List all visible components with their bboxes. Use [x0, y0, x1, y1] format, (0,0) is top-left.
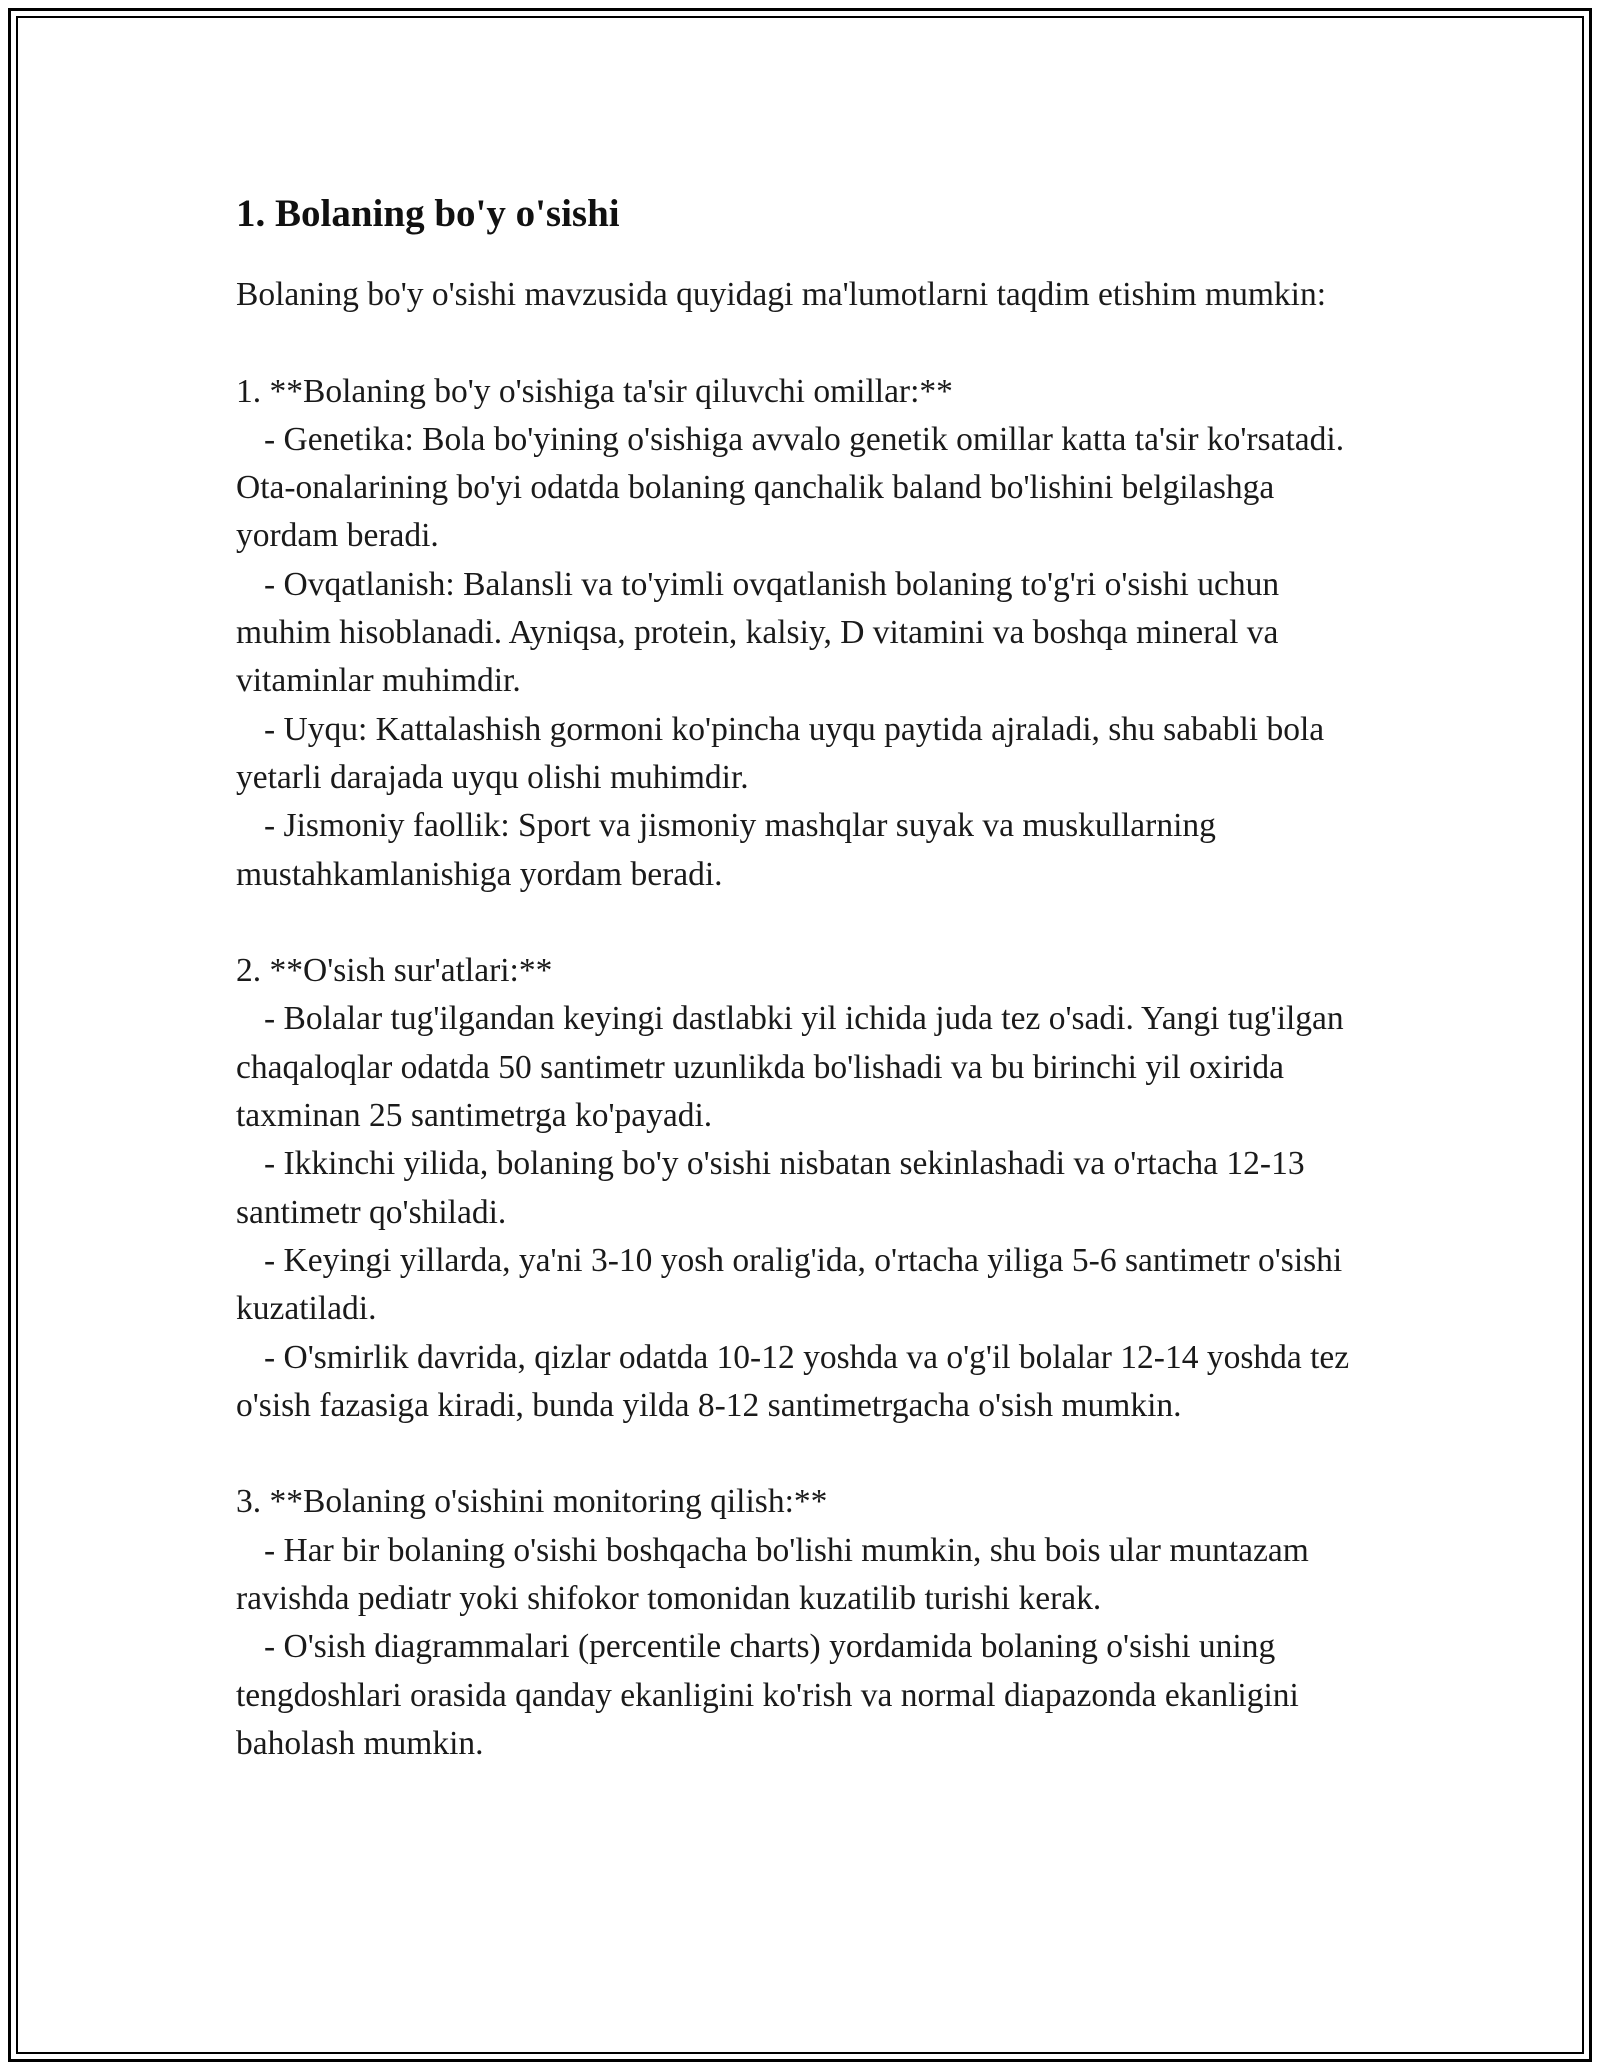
list-item: - O'sish diagrammalari (percentile charts) yordamida bolaning o'sishi uning tengdoshlari orasida qanday ekanligini ko'rish va normal diapazonda ekanligini baholash mumkin. [236, 1628, 1299, 1762]
list-item: - Genetika: Bola bo'yining o'sishiga avvalo genetik omillar katta ta'sir ko'rsatadi. Ota-onalarining bo'yi odatda bolaning qanchalik baland bo'lishini belgilashga yordam beradi. [236, 420, 1345, 555]
section-heading-factors: 1. **Bolaning bo'y o'sishiga ta'sir qiluvchi omillar:** [236, 372, 953, 410]
list-item: - O'smirlik davrida, qizlar odatda 10-12 yoshda va o'g'il bolalar 12-14 yoshda tez o'sish fazasiga kiradi, bunda yilda 8-12 santimetrgacha o'sish mumkin. [236, 1338, 1350, 1424]
text-block [236, 271, 1366, 1768]
section-heading-growth-rates: 2. **O'sish sur'atlari:** [236, 952, 553, 990]
list-item: - Har bir bolaning o'sishi boshqacha bo'lishi mumkin, shu bois ular muntazam ravishda pediatr yoki shifokor tomonidan kuzatilib turishi kerak. [236, 1531, 1309, 1618]
list-item: - Jismoniy faollik: Sport va jismoniy mashqlar suyak va muskullarning mustahkamlanishiga yordam beradi. [236, 807, 1216, 893]
list-item: - Ovqatlanish: Balansli va to'yimli ovqatlanish bolaning to'g'ri o'sishi uchun muhim hisoblanadi. Ayniqsa, protein, kalsiy, D vitamini va boshqa mineral va vitaminlar muhimdir. [236, 565, 1280, 700]
spacer [236, 1430, 1366, 1478]
list-item: - Uyqu: Kattalashish gormoni ko'pincha uyqu paytida ajraladi, shu sababli bola yetarli darajada uyqu olishi muhimdir. [236, 710, 1325, 796]
page-title: 1. Bolaning bo'y o'sishi [236, 192, 620, 235]
spacer [236, 319, 1366, 367]
section-heading-monitoring: 3. **Bolaning o'sishini monitoring qilish:** [236, 1483, 828, 1521]
list-item: - Bolalar tug'ilgandan keyingi dastlabki yil ichida juda tez o'sadi. Yangi tug'ilgan chaqaloqlar odatda 50 santimetr uzunlikda bo'lishadi va bu birinchi yil oxirida taxminan 25 santimetrga ko'payadi. [236, 1000, 1344, 1135]
list-item: - Ikkinchi yilida, bolaning bo'y o'sishi nisbatan sekinlashadi va o'rtacha 12-13 santimetr qo'shiladi. [236, 1145, 1305, 1231]
intro-paragraph: Bolaning bo'y o'sishi mavzusida quyidagi ma'lumotlarni taqdim etishim mumkin: [236, 276, 1327, 313]
list-item: - Keyingi yillarda, ya'ni 3-10 yosh oralig'ida, o'rtacha yiliga 5-6 santimetr o'sishi kuzatiladi. [236, 1241, 1343, 1328]
document-body [236, 185, 1366, 1768]
spacer [236, 899, 1366, 947]
